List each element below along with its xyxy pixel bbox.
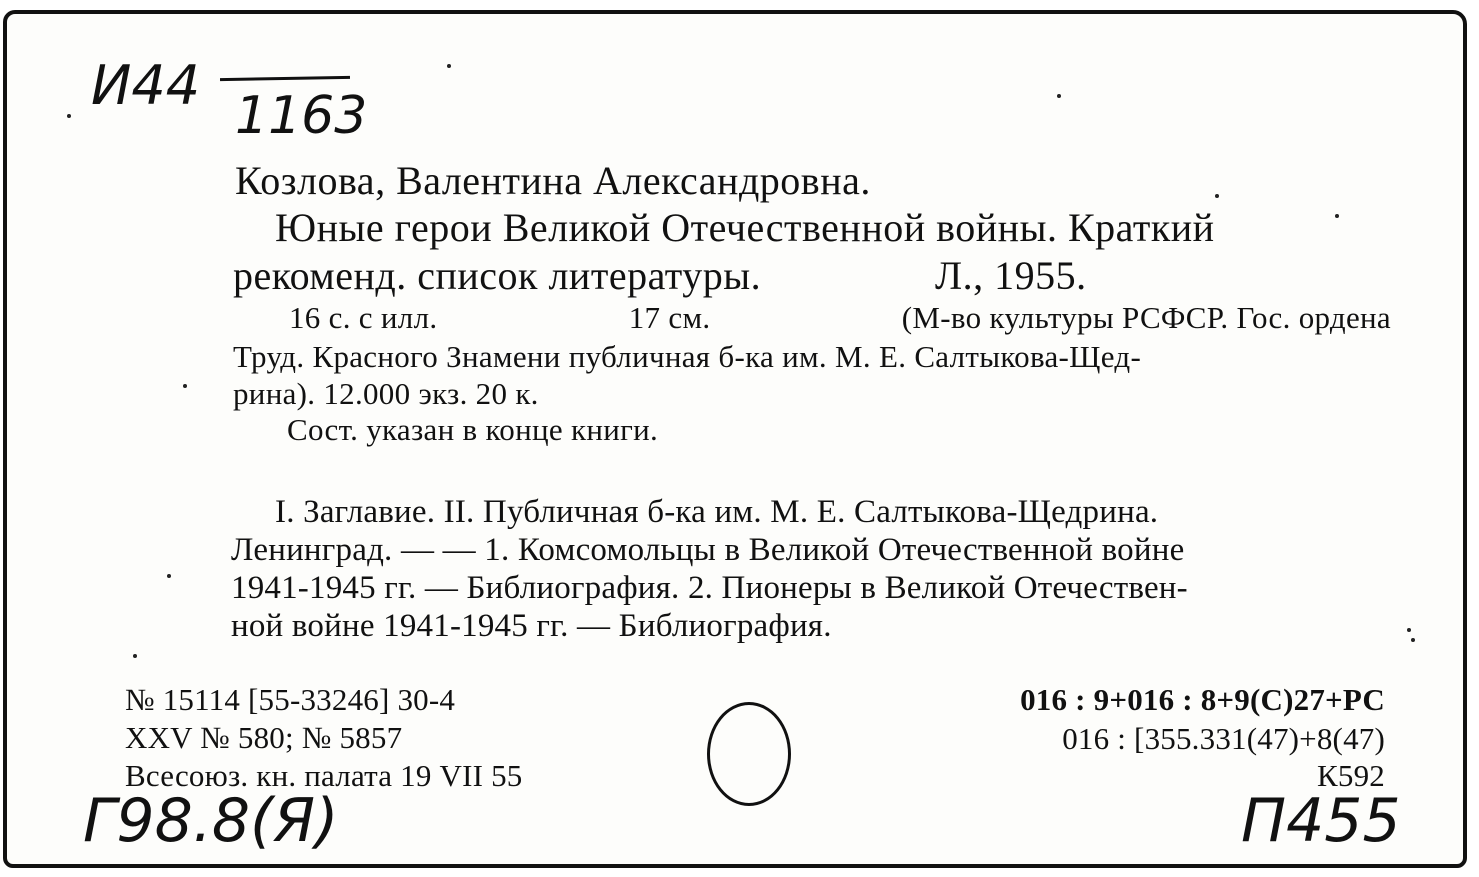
tracing-line-3: 1941-1945 гг. — Библиография. 2. Пионеры в Великой Отечествен- bbox=[231, 570, 1188, 606]
compiler-note: Сост. указан в конце книги. bbox=[287, 412, 659, 447]
print-speck bbox=[67, 114, 71, 118]
print-speck bbox=[167, 574, 171, 578]
classification-line-2: 016 : [355.331(47)+8(47) bbox=[1062, 721, 1385, 756]
print-speck bbox=[183, 384, 187, 388]
tracing-line-2: Ленинград. — — 1. Комсомольцы в Великой Отечественной войне bbox=[231, 532, 1185, 568]
tracing-line-1: I. Заглавие. II. Публичная б-ка им. М. Е. Салтыкова-Щедрина. bbox=[275, 494, 1159, 530]
print-speck bbox=[1215, 194, 1219, 198]
print-speck bbox=[133, 654, 137, 658]
description-line-3: рина). 12.000 экз. 20 к. bbox=[233, 376, 539, 411]
series-note: (М-во культуры РСФСР. Гос. ордена bbox=[901, 300, 1391, 335]
handwritten-cutter: П455 bbox=[1241, 786, 1401, 856]
description-line-2: Труд. Красного Знамени публичная б-ка им. М. Е. Салтыкова-Щед- bbox=[233, 339, 1142, 374]
print-speck bbox=[1057, 94, 1061, 98]
catalog-card bbox=[3, 10, 1467, 868]
title-line-1: Юные герои Великой Отечественной войны. Краткий bbox=[275, 205, 1215, 250]
size: 17 см. bbox=[628, 300, 711, 335]
print-speck bbox=[447, 64, 451, 68]
print-speck bbox=[1407, 628, 1411, 632]
tracing-line-4: ной войне 1941-1945 гг. — Библиография. bbox=[231, 608, 832, 644]
classification-line-1: 016 : 9+016 : 8+9(С)27+РС bbox=[1020, 682, 1385, 717]
handwritten-rule bbox=[220, 76, 350, 81]
print-speck bbox=[1411, 638, 1415, 642]
classification-line-3: К592 bbox=[1317, 758, 1385, 793]
handwritten-classmark: Г98.8(Я) bbox=[83, 786, 339, 856]
footer-left-line-2: XXV № 580; № 5857 bbox=[125, 720, 403, 755]
title-line-2-text: рекоменд. список литературы. bbox=[233, 253, 762, 298]
description-line-1 bbox=[289, 300, 1391, 336]
print-speck bbox=[1335, 214, 1339, 218]
pages-illustrations: 16 с. с илл. bbox=[289, 300, 438, 335]
footer-left-line-1: № 15114 [55-33246] 30-4 bbox=[125, 682, 456, 717]
footer-left-line-3: Всесоюз. кн. палата 19 VII 55 bbox=[125, 758, 523, 793]
handwritten-number: 1163 bbox=[235, 86, 368, 146]
handwritten-shelfmark: И44 bbox=[91, 54, 201, 117]
punch-hole bbox=[707, 702, 791, 806]
imprint: Л., 1955. bbox=[935, 253, 1087, 298]
author-heading: Козлова, Валентина Александровна. bbox=[235, 158, 871, 203]
title-line-2 bbox=[233, 252, 1113, 299]
